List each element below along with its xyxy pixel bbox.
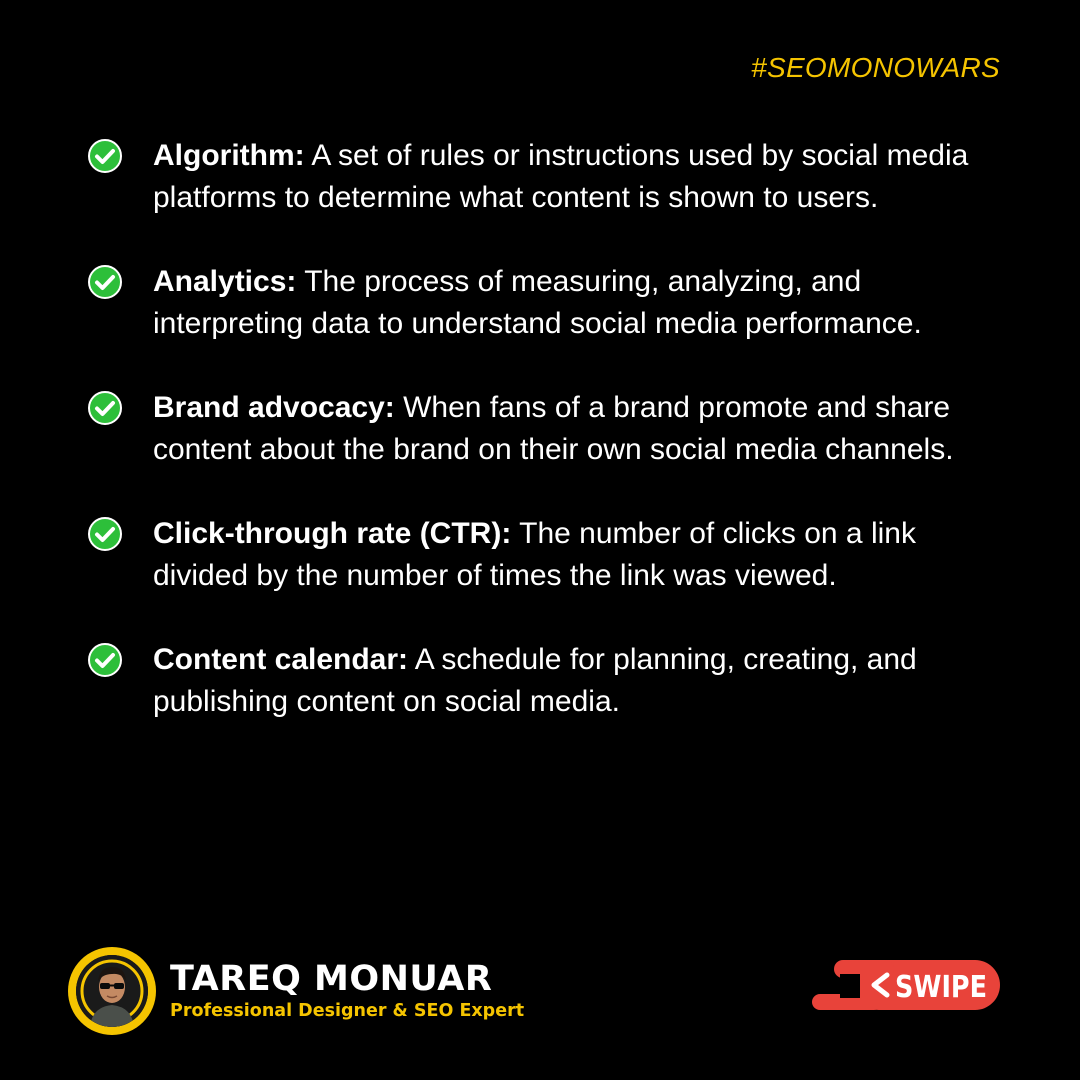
check-icon xyxy=(88,265,122,299)
term-name: Click-through rate (CTR): xyxy=(153,517,512,550)
avatar xyxy=(68,947,156,1035)
term-definition: When fans of a brand promote and share content about the brand on their own social media channels. xyxy=(153,391,954,466)
term-item xyxy=(88,135,988,219)
swipe-button[interactable] xyxy=(812,958,1002,1012)
term-definition: A schedule for planning, creating, and publishing content on social media. xyxy=(153,643,917,718)
term-definition: A set of rules or instructions used by social media platforms to determine what content is shown to users. xyxy=(153,139,969,214)
author-name: TAREQ MONUAR xyxy=(170,959,493,999)
check-icon xyxy=(88,391,122,425)
avatar-portrait xyxy=(76,955,148,1027)
term-name: Content calendar: xyxy=(153,643,409,676)
check-icon xyxy=(88,517,122,551)
term-definition: The number of clicks on a link divided by the number of times the link was viewed. xyxy=(153,517,916,592)
check-icon xyxy=(88,643,122,677)
terms-list xyxy=(88,135,988,765)
check-icon xyxy=(88,139,122,173)
term-item xyxy=(88,513,988,597)
author-card xyxy=(68,944,524,1038)
swipe-label: SWIPE xyxy=(895,970,987,1005)
author-role: Professional Designer & SEO Expert xyxy=(170,1001,525,1021)
term-name: Algorithm: xyxy=(153,139,305,172)
term-name: Brand advocacy: xyxy=(153,391,395,424)
term-name: Analytics: xyxy=(153,265,297,298)
term-item xyxy=(88,387,988,471)
term-item xyxy=(88,639,988,723)
hashtag: #SEOMONOWARS xyxy=(751,52,1000,83)
term-definition: The process of measuring, analyzing, and interpreting data to understand social media performance. xyxy=(153,265,922,340)
term-item xyxy=(88,261,988,345)
